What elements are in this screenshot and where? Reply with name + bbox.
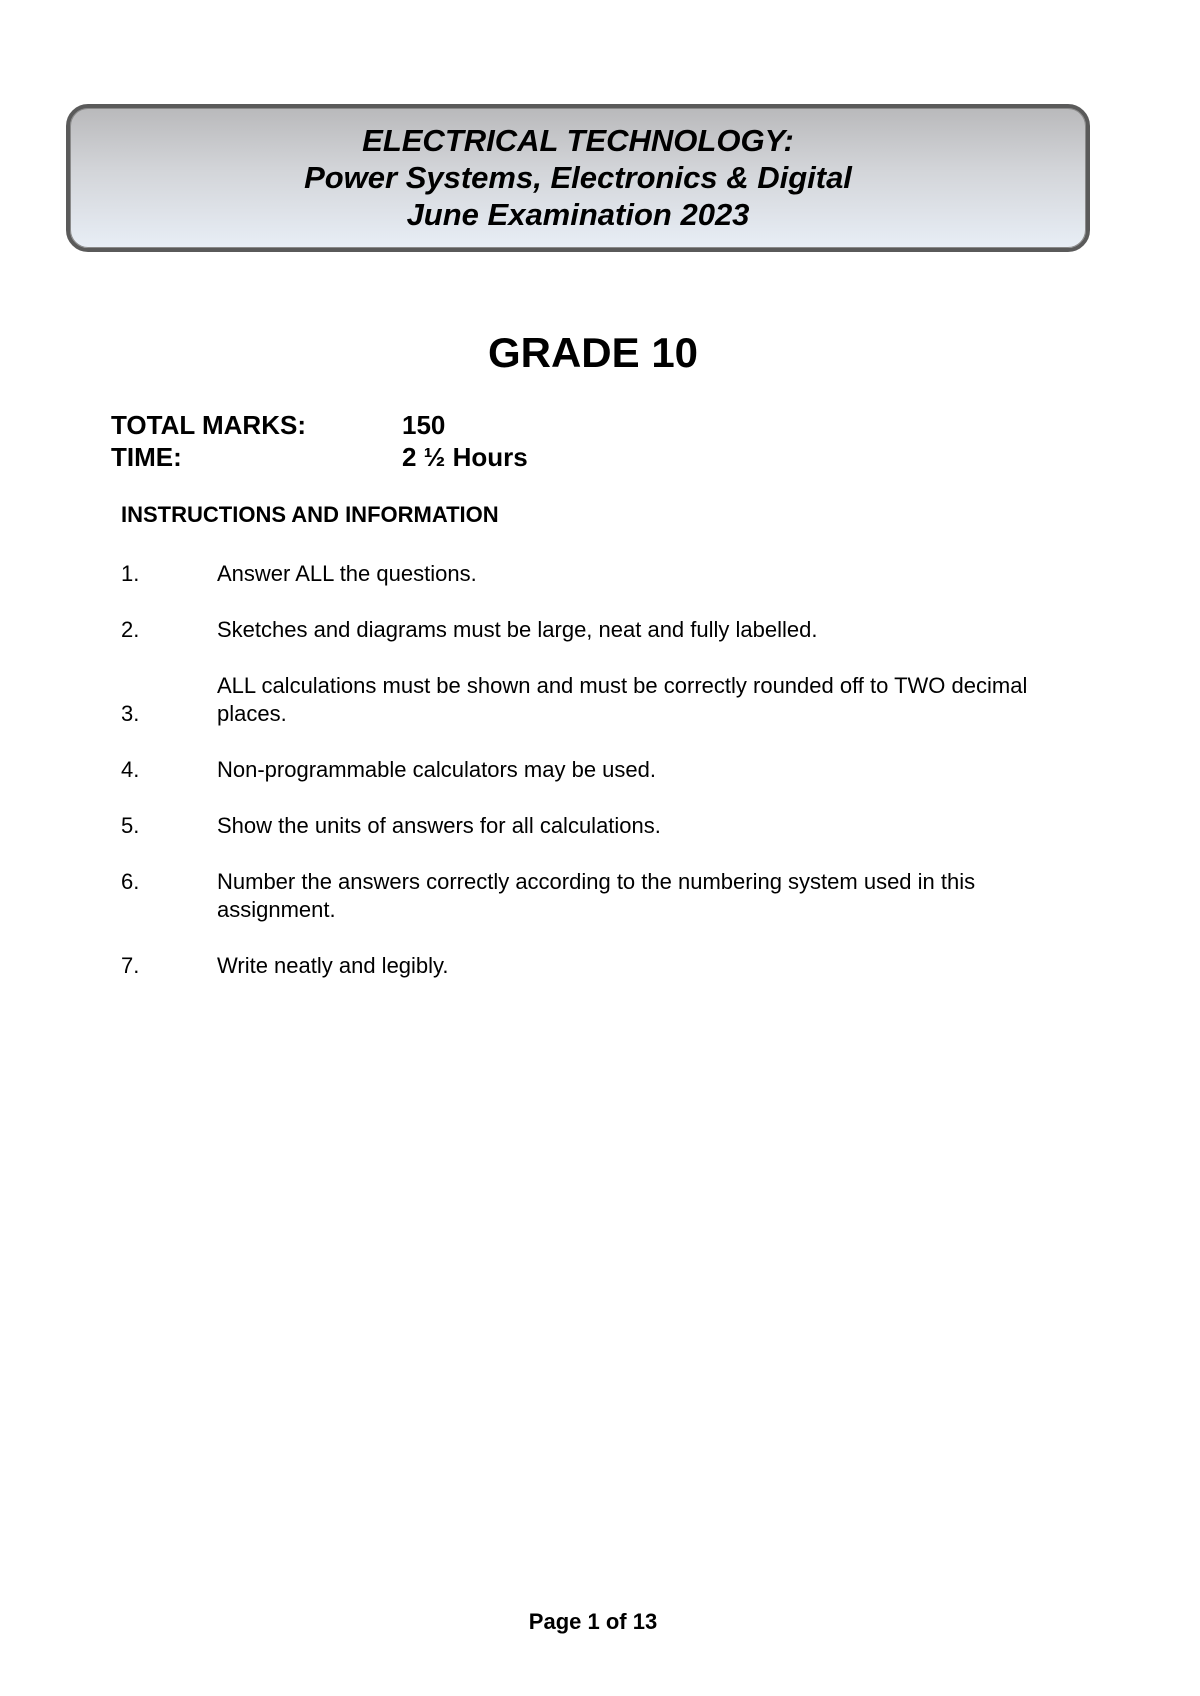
instructions-heading: INSTRUCTIONS AND INFORMATION bbox=[121, 502, 499, 527]
instruction-text: Number the answers correctly according to the numbering system used in this assignment. bbox=[217, 869, 976, 922]
page-number: Page 1 of 13 bbox=[528, 1609, 658, 1634]
instruction-number: 5. bbox=[121, 813, 140, 838]
exam-title-banner bbox=[66, 104, 1090, 252]
instruction-item bbox=[121, 616, 1081, 644]
instruction-item bbox=[121, 560, 1081, 588]
instruction-number: 6. bbox=[121, 869, 140, 894]
instruction-item bbox=[121, 868, 1081, 924]
instruction-number: 4. bbox=[121, 757, 140, 782]
subject-subtitle: Power Systems, Electronics & Digital bbox=[304, 160, 852, 195]
total-marks-label: TOTAL MARKS: bbox=[111, 410, 306, 440]
instruction-item bbox=[121, 672, 1081, 728]
instruction-item bbox=[121, 756, 1081, 784]
time-value: 2 ½ Hours bbox=[402, 442, 528, 472]
exam-session: June Examination 2023 bbox=[406, 197, 750, 232]
grade-heading: GRADE 10 bbox=[487, 329, 699, 376]
total-marks-value: 150 bbox=[402, 410, 446, 440]
instruction-number: 1. bbox=[121, 561, 140, 586]
instruction-number: 3. bbox=[121, 701, 140, 726]
instruction-number: 2. bbox=[121, 617, 140, 642]
instruction-text: Answer ALL the questions. bbox=[217, 561, 477, 586]
instruction-text: Sketches and diagrams must be large, neat and fully labelled. bbox=[217, 617, 818, 642]
instruction-number: 7. bbox=[121, 953, 140, 978]
instruction-text: Show the units of answers for all calculations. bbox=[217, 813, 661, 838]
instruction-text: Non-programmable calculators may be used. bbox=[217, 757, 656, 782]
instruction-item bbox=[121, 812, 1081, 840]
instruction-text: Write neatly and legibly. bbox=[217, 953, 449, 978]
time-label: TIME: bbox=[111, 442, 182, 472]
instruction-item bbox=[121, 952, 1081, 980]
instruction-text: ALL calculations must be shown and must be correctly rounded off to TWO decimal places. bbox=[217, 673, 1028, 726]
subject-title: ELECTRICAL TECHNOLOGY: bbox=[362, 123, 794, 158]
